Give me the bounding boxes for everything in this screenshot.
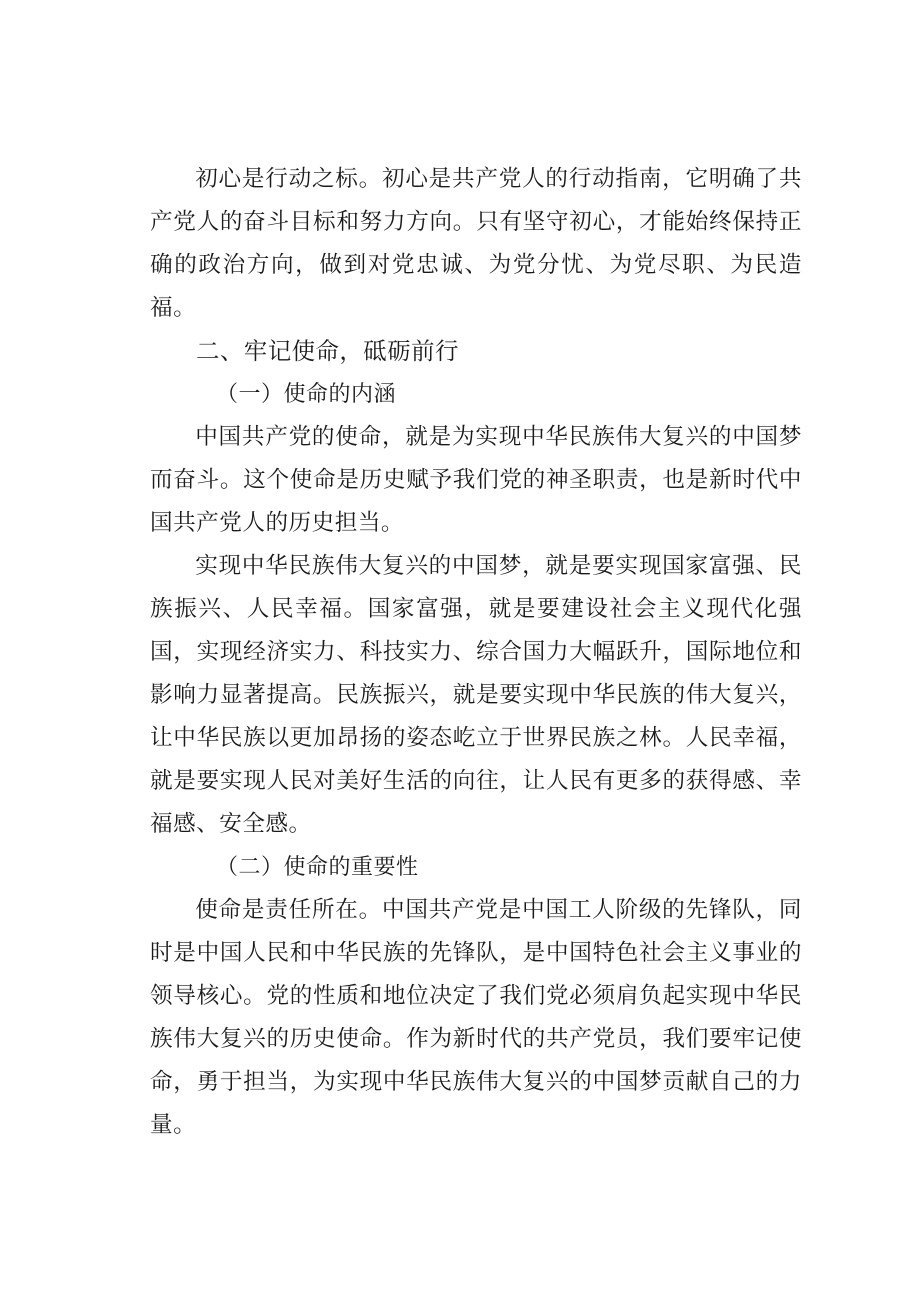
section-heading-mission: 二、牢记使命，砥砺前行 — [196, 337, 459, 365]
paragraph-chinese-dream: 实现中华民族伟大复兴的中国梦，就是要实现国家富强、民族振兴、人民幸福。国家富强，就是要建设社会主义现代化强国，实现经济实力、科技实力、综合国力大幅跃升，国际地位和影响力显著提高。民族振兴，就是要实现中华民族的伟大复兴，让中华民族以更加昂扬的姿态屹立于世界民族之林。人民幸福，就是要实现人民对美好生活的向往，让人民有更多的获得感、幸福感、安全感。 — [150, 553, 802, 837]
document-body — [150, 158, 802, 1147]
subheading-mission-meaning: （一）使命的内涵 — [216, 382, 397, 407]
paragraph-original-intention: 初心是行动之标。初心是共产党人的行动指南，它明确了共产党人的奋斗目标和努力方向。只有坚守初心，才能始终保持正确的政治方向，做到对党忠诚、为党分忧、为党尽职、为民造福。 — [150, 166, 802, 321]
paragraph-mission-responsibility: 使命是责任所在。中国共产党是中国工人阶级的先锋队，同时是中国人民和中华民族的先锋队，是中国特色社会主义事业的领导核心。党的性质和地位决定了我们党必须肩负起实现中华民族伟大复兴的历史使命。作为新时代的共产党员，我们要牢记使命，勇于担当，为实现中华民族伟大复兴的中国梦贡献自己的力量。 — [150, 897, 802, 1138]
subheading-mission-importance: （二）使命的重要性 — [216, 855, 419, 880]
paragraph-mission-definition: 中国共产党的使命，就是为实现中华民族伟大复兴的中国梦而奋斗。这个使命是历史赋予我们党的神圣职责，也是新时代中国共产党人的历史担当。 — [150, 424, 802, 536]
